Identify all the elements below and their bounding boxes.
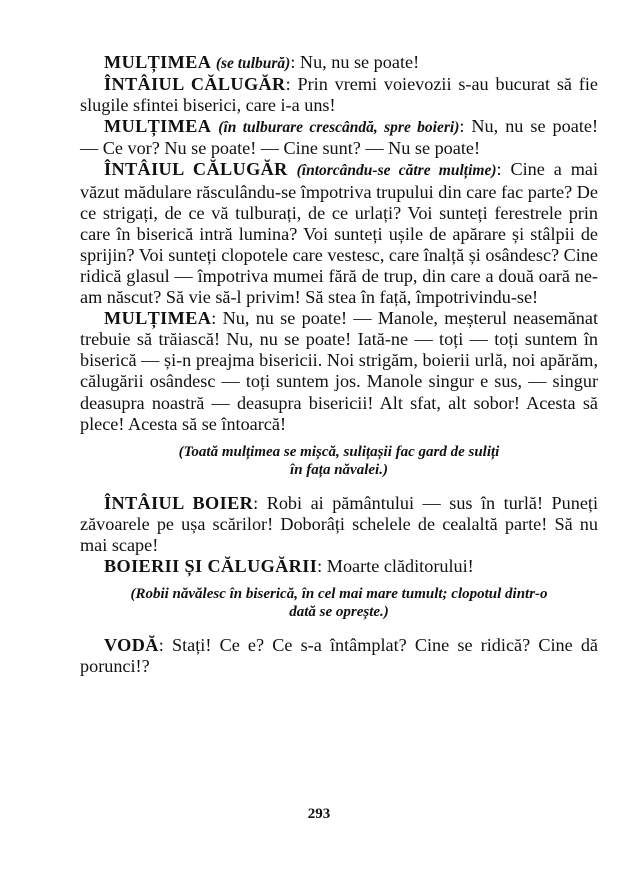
dialogue-text: : Nu, nu se poate! — Ce vor? Nu se poate! — Cine sunt? — Nu se poate! [80,116,599,159]
dialogue-text: : Nu, nu se poate! — Manole, meșterul neasemănat trebuie să trăiască! Nu, nu se poate! Iată-ne — toți — toți suntem în biserică — și-n preajma bisericii. Noi strigăm, boierii urlă, noi apărăm, călugării osândesc — toți suntem jos. Manole singur e sus, — singur deasupra noastră — deasupra bisericii! Alt sfat, alt sobor! Acesta să plece! Acesta să se întoarcă! [80,308,598,434]
play-page [80,52,598,677]
dialogue-line [80,52,598,74]
dialogue-line [80,159,598,308]
speaker-name: MULȚIMEA [104,308,212,329]
stage-direction-line: (Robii năvălesc în biserică, în cel mai mare tumult; clopotul dintr-o [130,586,548,603]
dialogue-line [80,635,598,677]
dialogue-line [80,116,598,159]
dialogue-text: : Nu, nu se poate! [290,52,420,72]
stage-direction-line: dată se oprește.) [289,604,389,621]
speaker-name: BOIERII ȘI CĂLUGĂRII [104,555,318,576]
stage-direction-line: (Toată mulțimea se mișcă, sulițașii fac gard de suliți [178,443,500,460]
speaker-name: MULȚIMEA [104,116,212,137]
dialogue-line [80,308,598,435]
page-number: 293 [307,806,331,822]
speaker-name: MULȚIMEA [104,52,212,72]
speaker-name: ÎNTÂIUL CĂLUGĂR [104,159,288,180]
dialogue-text: : Prin vremi voievozii s-au bucurat să fie slugile sfintei biserici, care i-a uns! [80,74,598,116]
dialogue-text: : Cine a mai văzut mădulare răsculându-se împotriva trupului din care fac parte? De ce strigați, de ce vă tulburați, de ce urlați? Voi sunteți ferestrele prin care în biserică intră lumina? Voi sunteți ușile de apărare și stâlpii de sprijin? Voi sunteți clopotele care vestesc, care înalță și osândesc? Cine ridică glasul — împotriva mumei fără de trup, din care a două oară ne-am născut? Să vie să-l privim! Să stea în față, împotrivindu-se! [80,159,599,308]
dialogue-line [80,556,598,577]
stage-direction: (întorcându-se către mulțime) [296,162,497,180]
stage-direction: (în tulburare crescândă, spre boieri) [218,119,460,137]
stage-direction-block [80,585,598,621]
stage-direction: (se tulbură) [215,55,291,72]
stage-direction-line: în fața năvalei.) [290,461,388,478]
dialogue-text: : Moarte clăditorului! [317,555,474,576]
speaker-name: VODĂ [104,635,159,656]
stage-direction-block [80,443,598,479]
dialogue-text: : Stați! Ce e? Ce s-a întâmplat? Cine se ridică? Cine dă porunci!? [80,635,598,677]
dialogue-line [80,74,598,116]
dialogue-line [80,493,598,556]
speaker-name: ÎNTÂIUL BOIER [104,492,254,513]
dialogue-text: : Robi ai pământului — sus în turlă! Puneți zăvoarele pe ușa scărilor! Doborâți schelele de cealaltă parte! Să nu mai scape! [80,492,599,555]
speaker-name: ÎNTÂIUL CĂLUGĂR [104,74,286,95]
